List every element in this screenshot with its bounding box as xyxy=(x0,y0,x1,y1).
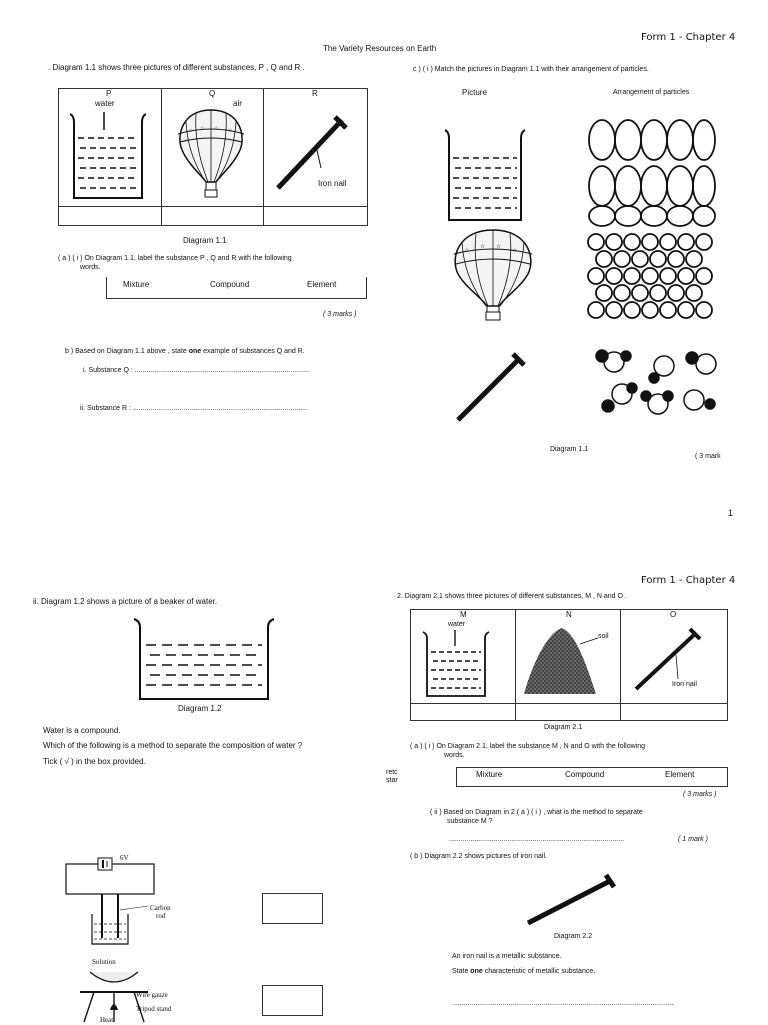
label-soil: soil xyxy=(598,633,609,640)
marks-a: ( 3 marks ) xyxy=(683,791,717,798)
beaker-icon xyxy=(421,628,491,700)
question-a-i: ( a ) ( i ) On Diagram 1.1, label the substance P , Q and R with the following xyxy=(58,255,292,262)
beaker-icon xyxy=(132,615,276,703)
label-water: water xyxy=(95,99,115,108)
which-method-text: Which of the following is a method to separate the composition of water ? xyxy=(43,741,303,750)
question-2a-ii: ( ii ) Based on Diagram in 2 ( a ) ( i ) , what is the method to separate xyxy=(430,809,643,816)
hot-air-balloon-icon xyxy=(448,228,538,324)
water-compound-text: Water is a compound. xyxy=(43,726,121,735)
column-arrangement: Arrangement of particles xyxy=(613,89,690,96)
tripod-stand-label: Tripod stand xyxy=(136,1005,172,1013)
label-water: water xyxy=(448,621,466,628)
liquid-particles-icon xyxy=(588,116,714,222)
solid-particles-icon xyxy=(586,232,716,320)
svg-text:☆: ☆ xyxy=(200,126,205,132)
question-a-i-cont: words. xyxy=(80,264,101,271)
answer-line-characteristic: .................................................................................................................. xyxy=(452,1000,674,1007)
diagram-1-1-caption-right: Diagram 1.1 xyxy=(550,446,589,453)
column-n: N xyxy=(566,610,572,619)
page-number: 1 xyxy=(728,508,734,518)
voltage-label: 6V xyxy=(120,854,129,862)
question-b: b ) Based on Diagram 1.1 above , state one example of substances Q and R. xyxy=(65,348,305,355)
soil-pile-icon xyxy=(522,624,598,696)
answer-line-substance-r: ii. Substance R : .......................................................................................... xyxy=(80,405,308,412)
word-compound: Compound xyxy=(565,770,605,779)
diagram-2-2-caption: Diagram 2.2 xyxy=(554,933,593,940)
answer-checkbox-evaporation[interactable] xyxy=(262,985,323,1016)
column-q: Q xyxy=(209,89,216,98)
marks-c: ( 3 mark xyxy=(695,453,721,460)
tick-instruction: Tick ( √ ) in the box provided. xyxy=(43,757,146,766)
rod-label: rod xyxy=(156,912,166,920)
carbon-label: Carbon xyxy=(150,904,171,912)
svg-text:☆: ☆ xyxy=(214,126,219,132)
word-compound: Compound xyxy=(210,280,250,289)
answer-checkbox-electrolysis[interactable] xyxy=(262,893,323,924)
beaker-icon xyxy=(441,124,527,224)
word-element: Element xyxy=(307,280,337,289)
iron-nail-icon xyxy=(452,350,528,424)
gas-particles-icon xyxy=(594,348,720,418)
column-o: O xyxy=(670,610,677,619)
question-2-intro: 2. Diagram 2.1 shows three pictures of different substances, M , N and O . xyxy=(397,593,627,600)
iron-nail-icon xyxy=(632,627,702,693)
column-picture: Picture xyxy=(462,88,487,97)
diagram-1-1-caption: Diagram 1.1 xyxy=(183,236,227,245)
question-ii: ii. Diagram 1.2 shows a picture of a beaker of water. xyxy=(33,597,218,606)
wire-gauze-label: Wire gauze xyxy=(136,991,168,999)
word-element: Element xyxy=(665,770,695,779)
page-header: Form 1 - Chapter 4 xyxy=(641,575,736,586)
word-mixture: Mixture xyxy=(476,770,503,779)
answer-line-2a-ii: .......................................................................................... xyxy=(449,836,625,843)
state-characteristic-text: State one characteristic of metallic substance. xyxy=(452,968,596,975)
marks-a: ( 3 marks ) xyxy=(323,311,357,318)
diagram-2-1-caption: Diagram 2.1 xyxy=(544,724,583,731)
beaker-icon xyxy=(68,108,148,204)
iron-nail-icon xyxy=(272,112,348,192)
column-r: R xyxy=(312,89,318,98)
heat-label: Heat xyxy=(100,1016,114,1024)
label-iron-nail: Iron nail xyxy=(318,179,347,188)
diagram-1-2-caption: Diagram 1.2 xyxy=(178,704,222,713)
column-m: M xyxy=(460,610,467,619)
question-2a-i-cont: words. xyxy=(444,752,465,759)
svg-text:☆: ☆ xyxy=(496,243,502,250)
solution-label: Solution xyxy=(92,958,116,966)
svg-text:☆: ☆ xyxy=(228,128,233,134)
answer-line-substance-q: i. Substance Q : .......................................................................................... xyxy=(83,367,310,374)
svg-text:☆: ☆ xyxy=(512,247,518,254)
page-header: Form 1 - Chapter 4 xyxy=(641,32,736,43)
hot-air-balloon-icon xyxy=(174,106,248,202)
question-2b: ( b ) Diagram 2.2 shows pictures of iron nail. xyxy=(410,853,547,860)
marks-ii: ( 1 mark ) xyxy=(678,836,708,843)
question-intro: . Diagram 1.1 shows three pictures of different substances, P , Q and R . xyxy=(48,63,305,72)
svg-text:☆: ☆ xyxy=(464,247,470,254)
iron-nail-icon xyxy=(524,875,616,927)
column-p: P xyxy=(106,89,112,98)
label-iron-nail: Iron nail xyxy=(672,681,697,688)
metallic-substance-text: An iron nail is a metallic substance. xyxy=(452,953,562,960)
svg-text:☆: ☆ xyxy=(188,128,193,134)
question-2a-ii-cont: substance M ? xyxy=(447,818,493,825)
svg-text:☆: ☆ xyxy=(480,243,486,250)
word-mixture: Mixture xyxy=(123,280,150,289)
side-fragment-2: star xyxy=(386,777,398,784)
worksheet-title: The Variety Resources on Earth xyxy=(323,44,437,53)
electrolysis-apparatus-icon xyxy=(62,852,178,948)
label-air: air xyxy=(233,99,242,108)
side-fragment-1: retc xyxy=(386,769,398,776)
question-c: c ) ( i ) Match the pictures in Diagram 1.1 with their arrangement of particles. xyxy=(413,66,649,73)
question-2a-i: ( a ) ( i ) On Diagram 2.1, label the substance M , N and O with the following xyxy=(410,743,645,750)
